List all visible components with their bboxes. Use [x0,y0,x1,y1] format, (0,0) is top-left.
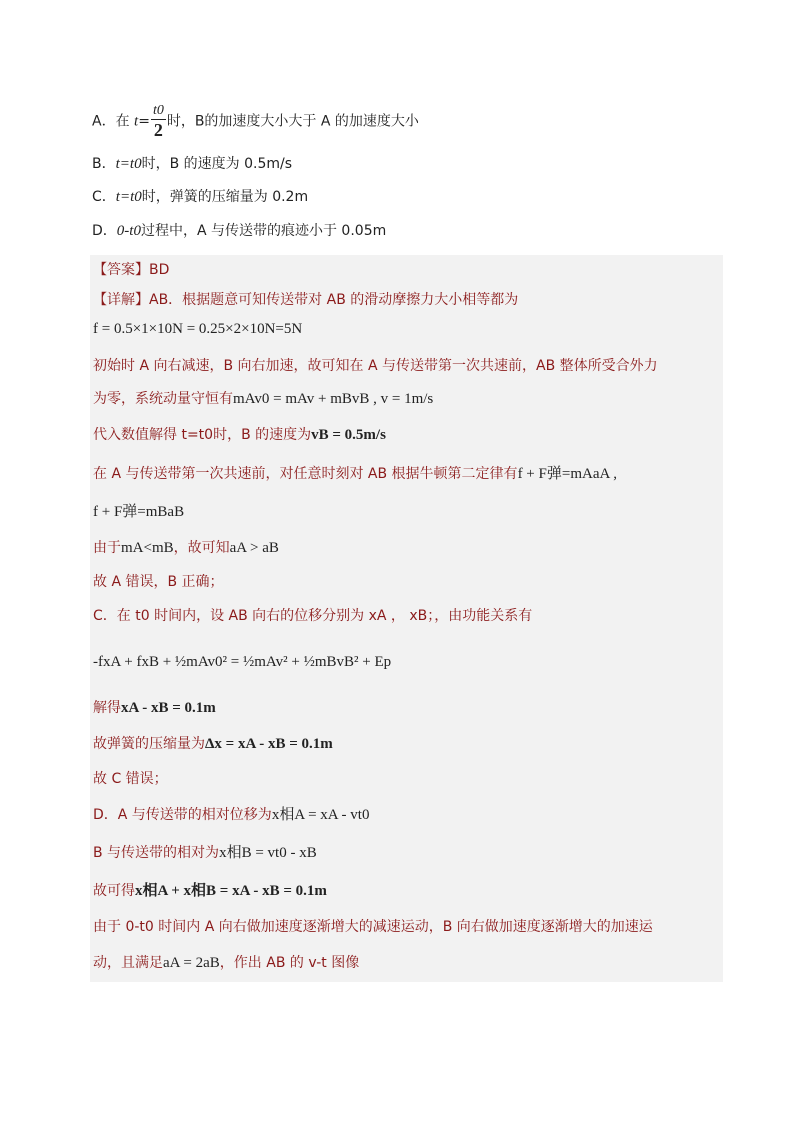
option-d-prefix: D． [92,223,117,239]
option-a-var: t [134,113,139,130]
option-d-var: 0-t0 [116,223,141,239]
momentum-equation: mAv0 = mAv + mBvB , v = 1m/s [233,391,434,407]
detail-line-12 [93,697,216,717]
option-a-suffix: 时，B的加速度大小大于 A 的加速度大小 [166,113,419,130]
detail-line-8 [93,537,279,557]
relative-disp-b: x相B = vt0 - xB [219,845,317,861]
detail-line-10: C．在 t0 时间内，设 AB 向右的位移分别为 xA ， xB；，由功能关系有 [93,608,533,624]
option-c [92,186,308,206]
detail-label: 【详解】 [93,292,149,308]
option-a-eq: = [138,113,150,130]
accel-compare: aA > aB [229,540,279,556]
detail-text-8a: 由于 [93,540,121,556]
relative-sum: x相A + x相B = xA - xB = 0.1m [135,883,327,899]
detail-text-19b: ，作出 AB 的 v-t 图像 [219,955,360,971]
detail-text-13: 故弹簧的压缩量为 [93,736,205,752]
detail-line-5 [93,424,386,444]
option-a-prefix: A．在 [92,113,135,130]
detail-line-16 [93,841,317,862]
option-b [92,153,292,173]
vb-value: vB = 0.5m/s [311,427,386,443]
newton-eq-b: f + F弹=mBaB [93,504,185,520]
option-b-prefix: B． [92,156,116,172]
detail-text-8b: ，故可知 [173,540,230,556]
friction-equation: f = 0.5×1×10N = 0.25×2×10N=5N [93,321,303,337]
accel-relation: aA = 2aB [163,955,220,971]
detail-line-14: 故 C 错误； [93,771,168,787]
detail-text-15: D．A 与传送带的相对位移为 [93,807,272,823]
detail-line-19 [93,952,359,972]
option-d-suffix: 过程中，A 与传送带的痕迹小于 0.05m [140,223,387,239]
option-a-fraction [151,102,166,141]
energy-equation: -fxA + fxB + ½mAv0² = ½mAv² + ½mBvB² + Ep [93,654,392,670]
detail-line-1 [93,289,518,309]
answer-label: 【答案】 [93,262,149,278]
relative-disp-a: x相A = xA - vt0 [271,807,370,823]
detail-text-4: 为零，系统动量守恒有 [93,391,233,407]
detail-text-6: 在 A 与传送带第一次共速前，对任意时刻对 AB 根据牛顿第二定律有 [93,466,518,482]
detail-text-12: 解得 [93,700,121,716]
option-a-frac-num: t0 [152,103,164,118]
mass-compare: mA<mB [121,540,174,556]
detail-line-3: 初始时 A 向右减速，B 向右加速，故可知在 A 与传送带第一次共速前，AB 整体所受合外力 [93,358,658,374]
displacement-diff: xA - xB = 0.1m [121,700,216,716]
newton-eq-a: f + F弹=mAaA , [517,466,617,482]
detail-text-5: 代入数值解得 t=t0时，B 的速度为 [93,427,312,443]
detail-text-1: AB．根据题意可知传送带对 AB 的滑动摩擦力大小相等都为 [149,292,519,308]
option-b-var: t=t0 [115,156,142,172]
answer-value: BD [149,262,170,278]
option-c-var: t=t0 [115,189,142,205]
option-c-suffix: 时，弹簧的压缩量为 0.2m [141,189,309,205]
detail-line-4 [93,388,433,408]
detail-line-9: 故 A 错误，B 正确； [93,574,224,590]
option-d [92,220,386,240]
detail-line-17 [93,879,327,900]
answer-line [93,259,169,279]
detail-line-18: 由于 0-t0 时间内 A 向右做加速度逐渐增大的减速运动，B 向右做加速度逐渐增大的加速运 [93,919,653,935]
option-b-suffix: 时，B 的速度为 0.5m/s [141,156,292,172]
detail-text-19a: 动，且满足 [93,955,163,971]
compression-value: Δx = xA - xB = 0.1m [205,736,333,752]
detail-line-6 [93,462,617,483]
detail-text-16: B 与传送带的相对为 [93,845,220,861]
detail-line-15 [93,803,369,824]
detail-line-13 [93,733,333,753]
option-a [92,102,419,141]
option-a-frac-den: 2 [153,120,163,140]
detail-text-17: 故可得 [93,883,135,899]
option-c-prefix: C． [92,189,116,205]
